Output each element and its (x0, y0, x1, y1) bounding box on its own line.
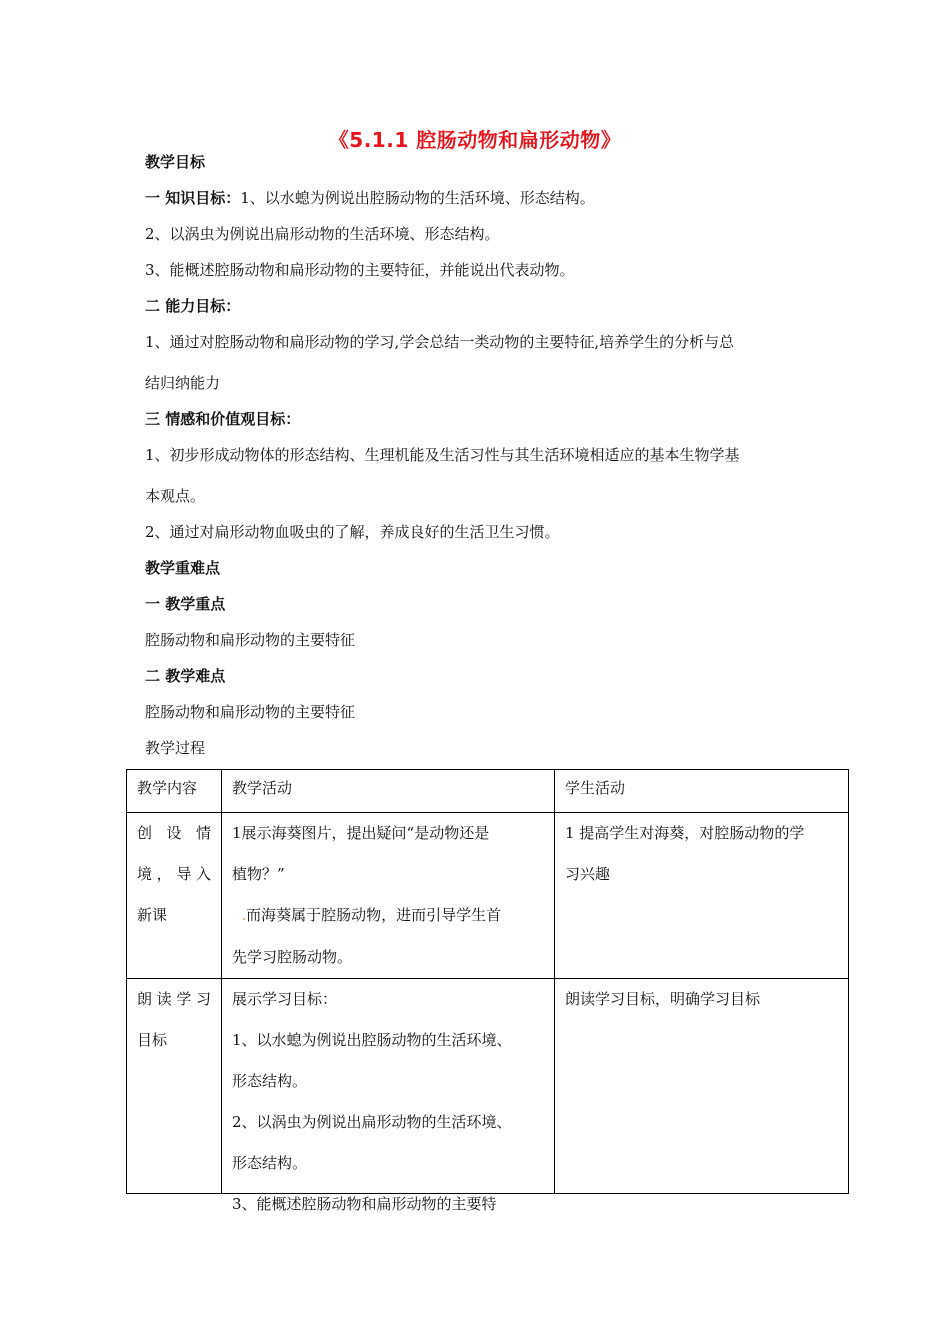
row2-teacher-line-6: 3、能概述腔肠动物和扁形动物的主要特 (232, 1195, 497, 1213)
header-teacher-activity: 教学活动 (222, 770, 555, 813)
key-points-heading: 教学重难点 (145, 559, 221, 577)
teaching-focus-text: 腔肠动物和扁形动物的主要特征 (145, 631, 356, 649)
row2-teacher-line-3: 形态结构。 (232, 1072, 308, 1090)
knowledge-objective-1: 1、以水螅为例说出腔肠动物的生活环境、形态结构。 (240, 189, 595, 207)
header-student-activity: 学生活动 (555, 770, 849, 813)
table-header-row (127, 770, 849, 813)
row2-content-cell (127, 979, 222, 1194)
teaching-process-table (126, 769, 849, 1213)
row1-content-line-2: 境，导入 (137, 865, 211, 883)
row1-content-line-3: 新课 (137, 906, 168, 924)
row2-teacher-line-2: 1、以水螅为例说出腔肠动物的生活环境、 (232, 1031, 512, 1049)
emotion-objective-1b: 本观点。 (145, 487, 206, 505)
knowledge-objective-2: 2、以涡虫为例说出扁形动物的生活环境、形态结构。 (145, 225, 500, 243)
row2-content-line-2: 目标 (137, 1031, 168, 1049)
row1-content-line-1: 创设情 (137, 824, 211, 842)
row1-student-line-2: 习兴趣 (565, 865, 611, 883)
row2-teacher-line-5: 形态结构。 (232, 1154, 308, 1172)
ability-objective-1b: 结归纳能力 (145, 374, 221, 392)
table-row (127, 813, 849, 979)
row1-teacher-line-1: 1展示海葵图片，提出疑问“是动物还是 (232, 824, 490, 842)
teaching-difficulty-label: 二 教学难点 (145, 667, 226, 685)
teaching-difficulty-text: 腔肠动物和扁形动物的主要特征 (145, 703, 356, 721)
ability-objective-label: 二 能力目标： (145, 297, 241, 315)
objectives-heading: 教学目标 (145, 153, 206, 171)
row2-teacher-line-1: 展示学习目标： (232, 990, 338, 1008)
teaching-focus-label: 一 教学重点 (145, 595, 226, 613)
emotion-objective-label: 三 情感和价值观目标： (145, 410, 301, 428)
row2-teacher-line-4: 2、以涡虫为例说出扁形动物的生活环境、 (232, 1113, 512, 1131)
row1-teacher-line-4: 先学习腔肠动物。 (232, 948, 353, 966)
knowledge-objective-label: 一 知识目标： (145, 189, 241, 207)
row1-student-cell (555, 813, 849, 979)
bullet-marker: . (242, 909, 247, 924)
row1-teacher-line-3 (232, 895, 544, 937)
ability-objective-1a: 1、通过对腔肠动物和扁形动物的学习,学会总结一类动物的主要特征,培养学生的分析与总 (145, 333, 735, 351)
row1-teacher-line-3-text: 而海葵属于腔肠动物，进而引导学生首 (246, 906, 502, 924)
row2-student-line-1: 朗读学习目标，明确学习目标 (565, 990, 761, 1008)
process-heading: 教学过程 (145, 739, 206, 757)
emotion-objective-2: 2、通过对扁形动物血吸虫的了解，养成良好的生活卫生习惯。 (145, 523, 560, 541)
row2-teacher-content (232, 979, 544, 1213)
row1-student-line-1: 1 提高学生对海葵，对腔肠动物的学 (565, 824, 805, 842)
row1-teacher-cell (222, 813, 555, 979)
row2-teacher-cell (222, 979, 555, 1213)
emotion-objective-1a: 1、初步形成动物体的形态结构、生理机能及生活习性与其生活环境相适应的基本生物学基 (145, 446, 740, 464)
table-row (127, 979, 849, 1194)
page-title: 《5.1.1 腔肠动物和扁形动物》 (328, 128, 622, 152)
row1-teacher-line-2: 植物？” (232, 865, 285, 883)
knowledge-objective-line (145, 188, 595, 208)
row1-content-cell (127, 813, 222, 979)
row2-student-cell (555, 979, 849, 1194)
header-content: 教学内容 (127, 770, 222, 813)
row2-content-line-1: 朗读学习 (137, 990, 211, 1008)
knowledge-objective-3: 3、能概述腔肠动物和扁形动物的主要特征，并能说出代表动物。 (145, 261, 575, 279)
